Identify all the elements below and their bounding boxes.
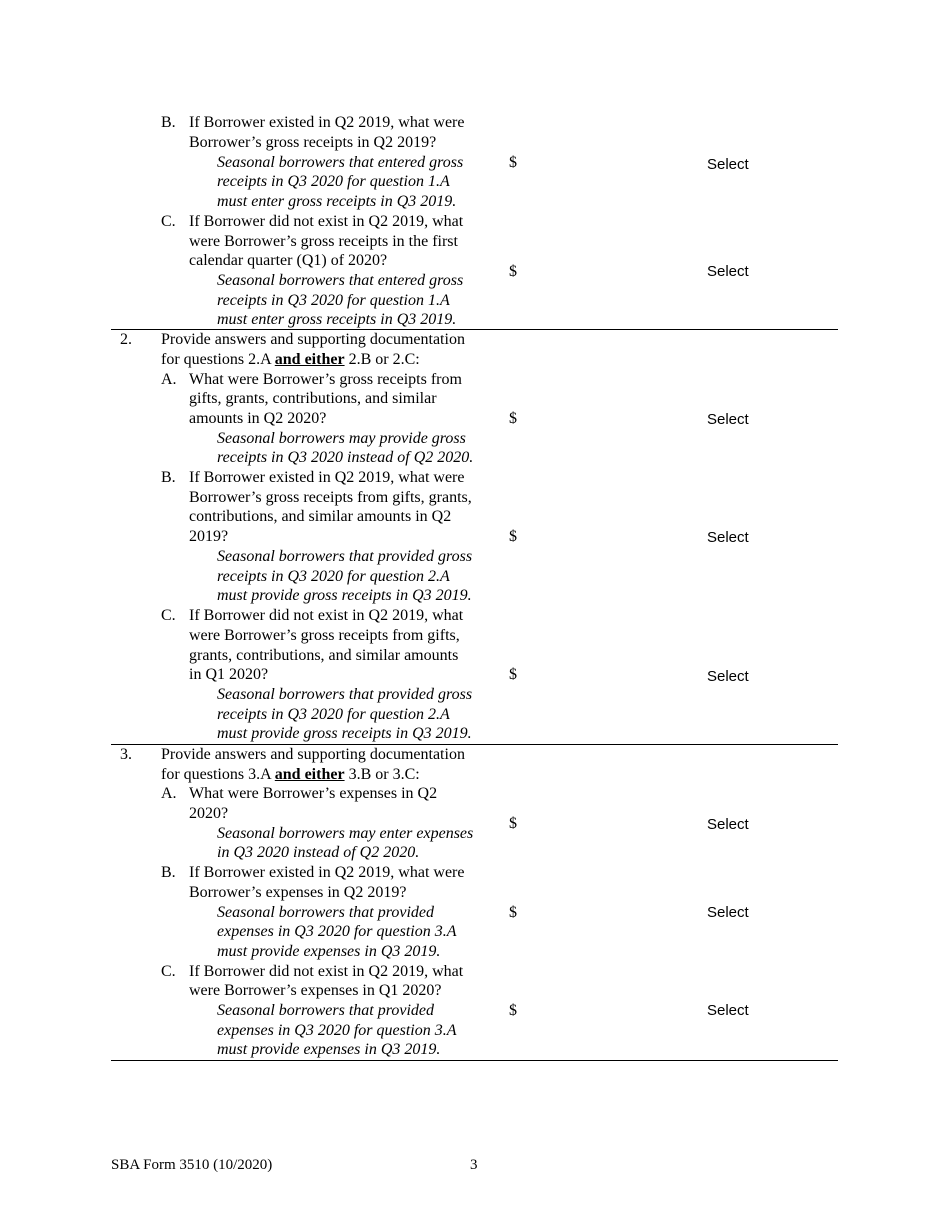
q2b-question-line: 2019? xyxy=(189,528,229,545)
q2a-letter: A. xyxy=(161,371,177,388)
q3c-amount-select[interactable]: Select xyxy=(707,1002,749,1019)
q2b-seasonal-note: receipts in Q3 2020 for question 2.A xyxy=(217,568,450,585)
q3b-seasonal-note: must provide expenses in Q3 2019. xyxy=(217,943,441,960)
form-identifier: SBA Form 3510 (10/2020) xyxy=(111,1157,273,1173)
q2a-amount-select[interactable]: Select xyxy=(707,411,749,428)
q3-intro-line xyxy=(161,765,420,785)
q3c-question-line: If Borrower did not exist in Q2 2019, what xyxy=(189,963,464,980)
q2b-letter: B. xyxy=(161,469,176,486)
q1c-question-line: calendar quarter (Q1) of 2020? xyxy=(189,252,388,269)
q1c-seasonal-note: must enter gross receipts in Q3 2019. xyxy=(217,311,457,328)
q2a-seasonal-note: receipts in Q3 2020 instead of Q2 2020. xyxy=(217,449,474,466)
q2b-currency-symbol: $ xyxy=(509,528,517,545)
page-number: 3 xyxy=(470,1157,478,1173)
q1b-question-line: Borrower’s gross receipts in Q2 2019? xyxy=(189,134,437,151)
q3c-seasonal-note: expenses in Q3 2020 for question 3.A xyxy=(217,1022,457,1039)
q3a-question-line: What were Borrower’s expenses in Q2 xyxy=(189,785,438,802)
q2b-amount-select[interactable]: Select xyxy=(707,529,749,546)
q1c-letter: C. xyxy=(161,213,176,230)
q3c-currency-symbol: $ xyxy=(509,1002,517,1019)
q3b-letter: B. xyxy=(161,864,176,881)
q3b-amount-select[interactable]: Select xyxy=(707,904,749,921)
q1b-seasonal-note: Seasonal borrowers that entered gross xyxy=(217,154,464,171)
q2c-seasonal-note: must provide gross receipts in Q3 2019. xyxy=(217,725,472,742)
q1c-seasonal-note: Seasonal borrowers that entered gross xyxy=(217,272,464,289)
q2-intro-emphasis: and either xyxy=(274,351,345,368)
q2a-currency-symbol: $ xyxy=(509,410,517,427)
q2c-question-line: were Borrower’s gross receipts from gifts, xyxy=(189,627,460,644)
q1c-seasonal-note: receipts in Q3 2020 for question 1.A xyxy=(217,292,450,309)
q3-intro-line: Provide answers and supporting documentation xyxy=(161,746,465,763)
q3a-amount-select[interactable]: Select xyxy=(707,816,749,833)
q1b-letter: B. xyxy=(161,114,176,131)
q3c-seasonal-note: must provide expenses in Q3 2019. xyxy=(217,1041,441,1058)
q3a-seasonal-note: in Q3 2020 instead of Q2 2020. xyxy=(217,844,420,861)
q2a-question-line: gifts, grants, contributions, and similar xyxy=(189,390,437,407)
q2a-seasonal-note: Seasonal borrowers may provide gross xyxy=(217,430,466,447)
q1c-question-line: were Borrower’s gross receipts in the first xyxy=(189,233,458,250)
q1b-question-line: If Borrower existed in Q2 2019, what were xyxy=(189,114,465,131)
q2b-seasonal-note: Seasonal borrowers that provided gross xyxy=(217,548,473,565)
q2-intro-line: Provide answers and supporting documentation xyxy=(161,331,465,348)
q1c-currency-symbol: $ xyxy=(509,263,517,280)
q3-intro-post: 3.B or 3.C: xyxy=(344,766,420,783)
q3a-letter: A. xyxy=(161,785,177,802)
q1c-amount-select[interactable]: Select xyxy=(707,263,749,280)
q2a-question-line: amounts in Q2 2020? xyxy=(189,410,327,427)
q2c-letter: C. xyxy=(161,607,176,624)
q2b-question-line: contributions, and similar amounts in Q2 xyxy=(189,508,452,525)
q3-number: 3. xyxy=(120,746,132,763)
q2c-question-line: If Borrower did not exist in Q2 2019, what xyxy=(189,607,464,624)
section-divider xyxy=(111,1060,838,1061)
q2-intro-post: 2.B or 2.C: xyxy=(344,351,420,368)
q3a-seasonal-note: Seasonal borrowers may enter expenses xyxy=(217,825,474,842)
q2b-question-line: If Borrower existed in Q2 2019, what were xyxy=(189,469,465,486)
q2c-amount-select[interactable]: Select xyxy=(707,668,749,685)
q3a-currency-symbol: $ xyxy=(509,815,517,832)
q3b-question-line: Borrower’s expenses in Q2 2019? xyxy=(189,884,407,901)
q2b-question-line: Borrower’s gross receipts from gifts, grants, xyxy=(189,489,472,506)
q2c-question-line: grants, contributions, and similar amounts xyxy=(189,647,459,664)
q1b-amount-select[interactable]: Select xyxy=(707,156,749,173)
q2b-seasonal-note: must provide gross receipts in Q3 2019. xyxy=(217,587,472,604)
q1c-question-line: If Borrower did not exist in Q2 2019, what xyxy=(189,213,464,230)
q3-intro-emphasis: and either xyxy=(274,766,345,783)
q1b-currency-symbol: $ xyxy=(509,154,517,171)
q2-intro-pre: for questions 2.A xyxy=(161,351,275,368)
q3c-seasonal-note: Seasonal borrowers that provided xyxy=(217,1002,435,1019)
q3b-seasonal-note: Seasonal borrowers that provided xyxy=(217,904,435,921)
q1b-seasonal-note: must enter gross receipts in Q3 2019. xyxy=(217,193,457,210)
q3-intro-pre: for questions 3.A xyxy=(161,766,275,783)
q2a-question-line: What were Borrower’s gross receipts from xyxy=(189,371,462,388)
q3c-question-line: were Borrower’s expenses in Q1 2020? xyxy=(189,982,442,999)
q1b-seasonal-note: receipts in Q3 2020 for question 1.A xyxy=(217,173,450,190)
q2c-seasonal-note: Seasonal borrowers that provided gross xyxy=(217,686,473,703)
q3b-seasonal-note: expenses in Q3 2020 for question 3.A xyxy=(217,923,457,940)
q3c-letter: C. xyxy=(161,963,176,980)
q3b-currency-symbol: $ xyxy=(509,904,517,921)
q2-intro-line xyxy=(161,350,420,370)
q3b-question-line: If Borrower existed in Q2 2019, what were xyxy=(189,864,465,881)
q2c-seasonal-note: receipts in Q3 2020 for question 2.A xyxy=(217,706,450,723)
q2-number: 2. xyxy=(120,331,132,348)
q3a-question-line: 2020? xyxy=(189,805,229,822)
q2c-question-line: in Q1 2020? xyxy=(189,666,269,683)
q2c-currency-symbol: $ xyxy=(509,666,517,683)
